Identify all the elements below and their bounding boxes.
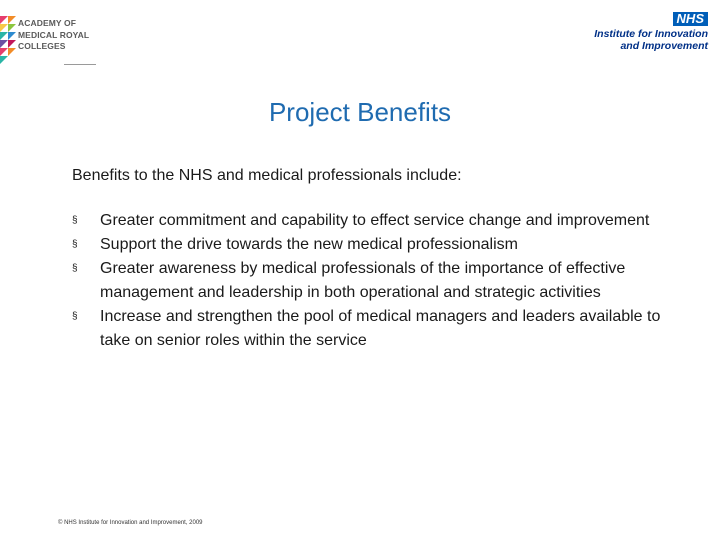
nhs-logo	[568, 10, 708, 60]
bullet-text: Greater commitment and capability to effect service change and improvement	[100, 212, 650, 229]
bullet-item	[72, 233, 672, 257]
bullet-marker-icon: §	[72, 239, 78, 250]
academy-logo-rule	[64, 64, 96, 65]
nhs-logo-line2: and Improvement	[620, 40, 708, 52]
academy-logo-line: COLLEGES	[18, 41, 66, 51]
bullet-item	[72, 209, 672, 233]
nhs-badge: NHS	[673, 12, 708, 26]
bullet-text: Increase and strengthen the pool of medical managers and leaders available to take on senior roles within the service	[100, 308, 661, 349]
bullet-text: Greater awareness by medical professionals of the importance of effective management and leadership in both operational and strategic activities	[100, 260, 626, 301]
bullet-list	[72, 209, 672, 353]
intro-text: Benefits to the NHS and medical professionals include:	[72, 167, 462, 184]
academy-logo-text	[18, 18, 89, 53]
nhs-logo-line1: Institute for Innovation	[594, 28, 708, 40]
bullet-text: Support the drive towards the new medical professionalism	[100, 236, 518, 253]
academy-logo	[0, 14, 130, 64]
bullet-marker-icon: §	[72, 215, 78, 226]
bullet-marker-icon: §	[72, 263, 78, 274]
academy-mosaic-icon	[0, 14, 18, 64]
academy-logo-line: ACADEMY OF	[18, 18, 76, 28]
bullet-marker-icon: §	[72, 311, 78, 322]
slide-title: Project Benefits	[268, 97, 452, 127]
footer-copyright: © NHS Institute for Innovation and Improvement, 2009	[58, 520, 203, 526]
bullet-item	[72, 305, 672, 353]
bullet-item	[72, 257, 672, 305]
academy-logo-line: MEDICAL ROYAL	[18, 29, 90, 40]
